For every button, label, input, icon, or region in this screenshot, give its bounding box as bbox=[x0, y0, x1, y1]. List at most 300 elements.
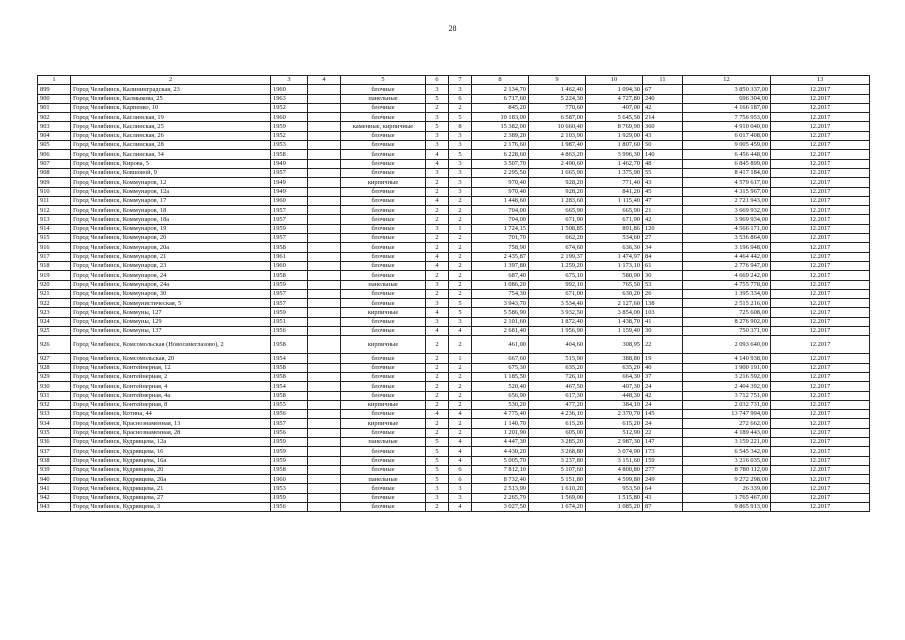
address-cell: Город Челябинск, Коммунаров, 21 bbox=[71, 252, 271, 261]
blank-col-cell bbox=[308, 372, 341, 381]
deadline-cell: 12.2017 bbox=[771, 336, 870, 354]
build-year-cell: 1956 bbox=[271, 327, 308, 336]
build-year-cell: 1953 bbox=[271, 141, 308, 150]
residential-area-cell: 2 127,60 bbox=[586, 299, 643, 308]
build-year-cell: 1957 bbox=[271, 289, 308, 298]
living-area-cell: 5 107,60 bbox=[529, 465, 586, 474]
residents-cell: 103 bbox=[643, 308, 683, 317]
residential-area-cell: 1 515,80 bbox=[586, 493, 643, 502]
row-number-cell: 899 bbox=[38, 85, 71, 94]
living-area-cell: 5 151,80 bbox=[529, 475, 586, 484]
living-area-cell: 671,90 bbox=[529, 215, 586, 224]
cost-cell: 3 216 035,00 bbox=[683, 456, 771, 465]
total-area-cell: 4 775,40 bbox=[472, 410, 529, 419]
entrances-cell: 3 bbox=[449, 178, 472, 187]
row-number-cell: 920 bbox=[38, 280, 71, 289]
header-cell-6: 6 bbox=[426, 76, 449, 85]
wall-material-cell: блочные bbox=[341, 234, 426, 243]
wall-material-cell: блочные bbox=[341, 289, 426, 298]
blank-col-cell bbox=[308, 150, 341, 159]
residents-cell: 173 bbox=[643, 447, 683, 456]
entrances-cell: 2 bbox=[449, 428, 472, 437]
living-area-cell: 6 587,00 bbox=[529, 113, 586, 122]
address-cell: Город Челябинск, Коммунаров, 17 bbox=[71, 196, 271, 205]
entrances-cell: 2 bbox=[449, 391, 472, 400]
row-number-cell: 928 bbox=[38, 363, 71, 372]
cost-cell: 2 404 392,00 bbox=[683, 382, 771, 391]
entrances-cell: 2 bbox=[449, 271, 472, 280]
cost-cell: 3 969 934,00 bbox=[683, 215, 771, 224]
total-area-cell: 1 397,80 bbox=[472, 261, 529, 270]
row-number-cell: 914 bbox=[38, 224, 71, 233]
build-year-cell: 1959 bbox=[271, 122, 308, 131]
address-cell: Город Челябинск, Каслинская, 25 bbox=[71, 122, 271, 131]
floors-cell: 2 bbox=[426, 187, 449, 196]
residents-cell: 249 bbox=[643, 475, 683, 484]
total-area-cell: 687,40 bbox=[472, 271, 529, 280]
row-number-cell: 938 bbox=[38, 456, 71, 465]
table-row bbox=[38, 465, 870, 474]
address-cell: Город Челябинск, Комсомольская, 20 bbox=[71, 354, 271, 363]
wall-material-cell: кирпичные bbox=[341, 336, 426, 354]
residents-cell: 159 bbox=[643, 456, 683, 465]
total-area-cell: 1 185,50 bbox=[472, 372, 529, 381]
deadline-cell: 12.2017 bbox=[771, 103, 870, 112]
living-area-cell: 477,20 bbox=[529, 400, 586, 409]
residential-area-cell: 308,95 bbox=[586, 336, 643, 354]
cost-cell: 4 315 967,00 bbox=[683, 187, 771, 196]
build-year-cell: 1957 bbox=[271, 419, 308, 428]
row-number-cell: 934 bbox=[38, 419, 71, 428]
residential-area-cell: 1 807,60 bbox=[586, 141, 643, 150]
table-row bbox=[38, 308, 870, 317]
cost-cell: 1 765 467,00 bbox=[683, 493, 771, 502]
residential-area-cell: 2 370,70 bbox=[586, 410, 643, 419]
floors-cell: 5 bbox=[426, 122, 449, 131]
wall-material-cell: блочные bbox=[341, 465, 426, 474]
residents-cell: 67 bbox=[643, 85, 683, 94]
living-area-cell: 10 660,40 bbox=[529, 122, 586, 131]
build-year-cell: 1958 bbox=[271, 150, 308, 159]
row-number-cell: 902 bbox=[38, 113, 71, 122]
wall-material-cell: блочные bbox=[341, 224, 426, 233]
entrances-cell: 2 bbox=[449, 382, 472, 391]
row-number-cell: 910 bbox=[38, 187, 71, 196]
blank-col-cell bbox=[308, 224, 341, 233]
total-area-cell: 5 586,90 bbox=[472, 308, 529, 317]
floors-cell: 2 bbox=[426, 206, 449, 215]
header-cell-12: 12 bbox=[683, 76, 771, 85]
address-cell: Город Челябинск, Контейнерная, 4 bbox=[71, 382, 271, 391]
wall-material-cell: кирпичные bbox=[341, 178, 426, 187]
cost-cell: 1 900 191,00 bbox=[683, 363, 771, 372]
residential-area-cell: 534,60 bbox=[586, 234, 643, 243]
build-year-cell: 1960 bbox=[271, 261, 308, 270]
row-number-cell: 904 bbox=[38, 131, 71, 140]
living-area-cell: 675,10 bbox=[529, 271, 586, 280]
wall-material-cell: блочные bbox=[341, 113, 426, 122]
residential-area-cell: 1 173,10 bbox=[586, 261, 643, 270]
residential-area-cell: 4 727,80 bbox=[586, 94, 643, 103]
residents-cell: 277 bbox=[643, 465, 683, 474]
blank-col-cell bbox=[308, 252, 341, 261]
address-cell: Город Челябинск, Коммунаров, 20 bbox=[71, 234, 271, 243]
residential-area-cell: 1 929,00 bbox=[586, 131, 643, 140]
wall-material-cell: панельные bbox=[341, 280, 426, 289]
cost-cell: 2 515 216,00 bbox=[683, 299, 771, 308]
deadline-cell: 12.2017 bbox=[771, 363, 870, 372]
wall-material-cell: блочные bbox=[341, 503, 426, 512]
residents-cell: 43 bbox=[643, 131, 683, 140]
floors-cell: 3 bbox=[426, 299, 449, 308]
residents-cell: 30 bbox=[643, 271, 683, 280]
entrances-cell: 2 bbox=[449, 196, 472, 205]
address-cell: Город Челябинск, Коммунаров, 19 bbox=[71, 224, 271, 233]
table-row bbox=[38, 131, 870, 140]
address-cell: Город Челябинск, Карпенко, 10 bbox=[71, 103, 271, 112]
entrances-cell: 2 bbox=[449, 336, 472, 354]
residents-cell: 27 bbox=[643, 234, 683, 243]
residential-area-cell: 384,10 bbox=[586, 400, 643, 409]
header-row bbox=[38, 76, 870, 85]
table-row bbox=[38, 503, 870, 512]
deadline-cell: 12.2017 bbox=[771, 196, 870, 205]
entrances-cell: 3 bbox=[449, 159, 472, 168]
build-year-cell: 1959 bbox=[271, 447, 308, 456]
table-row bbox=[38, 437, 870, 446]
floors-cell: 2 bbox=[426, 428, 449, 437]
floors-cell: 5 bbox=[426, 447, 449, 456]
entrances-cell: 6 bbox=[449, 475, 472, 484]
cost-cell: 4 910 040,00 bbox=[683, 122, 771, 131]
row-number-cell: 908 bbox=[38, 168, 71, 177]
blank-col-cell bbox=[308, 336, 341, 354]
residential-area-cell: 407,30 bbox=[586, 382, 643, 391]
row-number-cell: 911 bbox=[38, 196, 71, 205]
address-cell: Город Челябинск, Кирова, 5 bbox=[71, 159, 271, 168]
build-year-cell: 1957 bbox=[271, 234, 308, 243]
address-cell: Город Челябинск, Котина, 44 bbox=[71, 410, 271, 419]
residents-cell: 40 bbox=[643, 363, 683, 372]
table-row bbox=[38, 94, 870, 103]
total-area-cell: 1 201,90 bbox=[472, 428, 529, 437]
deadline-cell: 12.2017 bbox=[771, 447, 870, 456]
address-cell: Город Челябинск, Кудрявцева, 3 bbox=[71, 503, 271, 512]
build-year-cell: 1952 bbox=[271, 131, 308, 140]
entrances-cell: 3 bbox=[449, 187, 472, 196]
blank-col-cell bbox=[308, 317, 341, 326]
residents-cell: 24 bbox=[643, 419, 683, 428]
living-area-cell: 515,90 bbox=[529, 354, 586, 363]
entrances-cell: 2 bbox=[449, 289, 472, 298]
table-row bbox=[38, 400, 870, 409]
wall-material-cell: блочные bbox=[341, 447, 426, 456]
row-number-cell: 907 bbox=[38, 159, 71, 168]
blank-col-cell bbox=[308, 465, 341, 474]
address-cell: Город Челябинск, Ковшовой, 9 bbox=[71, 168, 271, 177]
table-row bbox=[38, 484, 870, 493]
build-year-cell: 1960 bbox=[271, 113, 308, 122]
entrances-cell: 3 bbox=[449, 141, 472, 150]
blank-col-cell bbox=[308, 243, 341, 252]
row-number-cell: 900 bbox=[38, 94, 71, 103]
floors-cell: 2 bbox=[426, 354, 449, 363]
residents-cell: 22 bbox=[643, 428, 683, 437]
cost-cell: 4 464 442,00 bbox=[683, 252, 771, 261]
floors-cell: 2 bbox=[426, 243, 449, 252]
wall-material-cell: каменные, кирпичные bbox=[341, 122, 426, 131]
cost-cell: 7 756 953,00 bbox=[683, 113, 771, 122]
row-number-cell: 942 bbox=[38, 493, 71, 502]
row-number-cell: 903 bbox=[38, 122, 71, 131]
wall-material-cell: панельные bbox=[341, 437, 426, 446]
deadline-cell: 12.2017 bbox=[771, 493, 870, 502]
entrances-cell: 1 bbox=[449, 354, 472, 363]
entrances-cell: 2 bbox=[449, 372, 472, 381]
total-area-cell: 754,30 bbox=[472, 289, 529, 298]
deadline-cell: 12.2017 bbox=[771, 168, 870, 177]
table-row bbox=[38, 122, 870, 131]
build-year-cell: 1960 bbox=[271, 196, 308, 205]
total-area-cell: 701,70 bbox=[472, 234, 529, 243]
deadline-cell: 12.2017 bbox=[771, 131, 870, 140]
cost-cell: 9 272 298,00 bbox=[683, 475, 771, 484]
address-cell: Город Челябинск, Каслинская, 19 bbox=[71, 113, 271, 122]
residents-cell: 45 bbox=[643, 187, 683, 196]
blank-col-cell bbox=[308, 94, 341, 103]
cost-cell: 26 339,00 bbox=[683, 484, 771, 493]
header-cell-1: 1 bbox=[38, 76, 71, 85]
cost-cell: 9 865 913,00 bbox=[683, 503, 771, 512]
residential-area-cell: 1 474,97 bbox=[586, 252, 643, 261]
table-body bbox=[38, 85, 870, 512]
residents-cell: 21 bbox=[643, 206, 683, 215]
table-row bbox=[38, 354, 870, 363]
living-area-cell: 770,60 bbox=[529, 103, 586, 112]
build-year-cell: 1959 bbox=[271, 280, 308, 289]
floors-cell: 5 bbox=[426, 475, 449, 484]
cost-cell: 3 669 932,00 bbox=[683, 206, 771, 215]
total-area-cell: 845,20 bbox=[472, 103, 529, 112]
deadline-cell: 12.2017 bbox=[771, 252, 870, 261]
living-area-cell: 635,20 bbox=[529, 363, 586, 372]
cost-cell: 3 850 337,00 bbox=[683, 85, 771, 94]
entrances-cell: 2 bbox=[449, 206, 472, 215]
total-area-cell: 7 812,10 bbox=[472, 465, 529, 474]
floors-cell: 4 bbox=[426, 410, 449, 419]
deadline-cell: 12.2017 bbox=[771, 85, 870, 94]
floors-cell: 4 bbox=[426, 159, 449, 168]
row-number-cell: 931 bbox=[38, 391, 71, 400]
build-year-cell: 1957 bbox=[271, 206, 308, 215]
entrances-cell: 3 bbox=[449, 484, 472, 493]
floors-cell: 3 bbox=[426, 85, 449, 94]
floors-cell: 3 bbox=[426, 141, 449, 150]
blank-col-cell bbox=[308, 85, 341, 94]
cost-cell: 4 189 443,00 bbox=[683, 428, 771, 437]
row-number-cell: 909 bbox=[38, 178, 71, 187]
living-area-cell: 1 462,40 bbox=[529, 85, 586, 94]
entrances-cell: 4 bbox=[449, 437, 472, 446]
row-number-cell: 901 bbox=[38, 103, 71, 112]
total-area-cell: 1 448,60 bbox=[472, 196, 529, 205]
blank-col-cell bbox=[308, 113, 341, 122]
floors-cell: 3 bbox=[426, 224, 449, 233]
housing-register-table bbox=[37, 75, 870, 512]
table-row bbox=[38, 456, 870, 465]
address-cell: Город Челябинск, Коммунаров, 18 bbox=[71, 206, 271, 215]
build-year-cell: 1959 bbox=[271, 493, 308, 502]
deadline-cell: 12.2017 bbox=[771, 206, 870, 215]
floors-cell: 2 bbox=[426, 419, 449, 428]
entrances-cell: 2 bbox=[449, 363, 472, 372]
total-area-cell: 2 134,70 bbox=[472, 85, 529, 94]
wall-material-cell: блочные bbox=[341, 243, 426, 252]
deadline-cell: 12.2017 bbox=[771, 456, 870, 465]
deadline-cell: 12.2017 bbox=[771, 215, 870, 224]
row-number-cell: 935 bbox=[38, 428, 71, 437]
total-area-cell: 3 943,70 bbox=[472, 299, 529, 308]
residents-cell: 145 bbox=[643, 410, 683, 419]
total-area-cell: 1 724,15 bbox=[472, 224, 529, 233]
wall-material-cell: кирпичные bbox=[341, 419, 426, 428]
address-cell: Город Челябинск, Контейнерная, 12 bbox=[71, 363, 271, 372]
cost-cell: 3 712 751,00 bbox=[683, 391, 771, 400]
blank-col-cell bbox=[308, 308, 341, 317]
wall-material-cell: блочные bbox=[341, 327, 426, 336]
wall-material-cell: блочные bbox=[341, 187, 426, 196]
address-cell: Город Челябинск, Каслинская, 28 bbox=[71, 141, 271, 150]
address-cell: Город Челябинск, Коммуны, 129 bbox=[71, 317, 271, 326]
cost-cell: 4 755 778,00 bbox=[683, 280, 771, 289]
entrances-cell: 4 bbox=[449, 447, 472, 456]
address-cell: Город Челябинск, Кудрявцева, 27 bbox=[71, 493, 271, 502]
wall-material-cell: блочные bbox=[341, 484, 426, 493]
wall-material-cell: блочные bbox=[341, 428, 426, 437]
row-number-cell: 933 bbox=[38, 410, 71, 419]
living-area-cell: 665,90 bbox=[529, 206, 586, 215]
residents-cell: 37 bbox=[643, 372, 683, 381]
entrances-cell: 1 bbox=[449, 224, 472, 233]
residents-cell: 147 bbox=[643, 437, 683, 446]
wall-material-cell: блочные bbox=[341, 410, 426, 419]
row-number-cell: 912 bbox=[38, 206, 71, 215]
residents-cell: 41 bbox=[643, 317, 683, 326]
wall-material-cell: блочные bbox=[341, 299, 426, 308]
residents-cell: 48 bbox=[643, 159, 683, 168]
blank-col-cell bbox=[308, 456, 341, 465]
deadline-cell: 12.2017 bbox=[771, 122, 870, 131]
entrances-cell: 3 bbox=[449, 317, 472, 326]
living-area-cell: 1 987,40 bbox=[529, 141, 586, 150]
table-row bbox=[38, 271, 870, 280]
header-cell-10: 10 bbox=[586, 76, 643, 85]
wall-material-cell: блочные bbox=[341, 103, 426, 112]
deadline-cell: 12.2017 bbox=[771, 141, 870, 150]
floors-cell: 3 bbox=[426, 280, 449, 289]
table-row bbox=[38, 159, 870, 168]
deadline-cell: 12.2017 bbox=[771, 372, 870, 381]
floors-cell: 3 bbox=[426, 484, 449, 493]
residents-cell: 43 bbox=[643, 178, 683, 187]
total-area-cell: 758,90 bbox=[472, 243, 529, 252]
total-area-cell: 970,40 bbox=[472, 187, 529, 196]
floors-cell: 3 bbox=[426, 168, 449, 177]
row-number-cell: 941 bbox=[38, 484, 71, 493]
wall-material-cell: блочные bbox=[341, 196, 426, 205]
row-number-cell: 906 bbox=[38, 150, 71, 159]
residential-area-cell: 665,90 bbox=[586, 206, 643, 215]
residents-cell: 120 bbox=[643, 224, 683, 233]
address-cell: Город Челябинск, Кудрявцева, 20 bbox=[71, 465, 271, 474]
deadline-cell: 12.2017 bbox=[771, 308, 870, 317]
total-area-cell: 667,60 bbox=[472, 354, 529, 363]
cost-cell: 6 017 408,00 bbox=[683, 131, 771, 140]
table-row bbox=[38, 215, 870, 224]
total-area-cell: 3 027,50 bbox=[472, 503, 529, 512]
table-row bbox=[38, 419, 870, 428]
table-row bbox=[38, 196, 870, 205]
floors-cell: 2 bbox=[426, 391, 449, 400]
blank-col-cell bbox=[308, 428, 341, 437]
address-cell: Город Челябинск, Калининградская, 23 bbox=[71, 85, 271, 94]
table-row bbox=[38, 391, 870, 400]
wall-material-cell: блочные bbox=[341, 493, 426, 502]
wall-material-cell: панельные bbox=[341, 94, 426, 103]
entrances-cell: 4 bbox=[449, 503, 472, 512]
wall-material-cell: блочные bbox=[341, 141, 426, 150]
floors-cell: 3 bbox=[426, 131, 449, 140]
blank-col-cell bbox=[308, 503, 341, 512]
residents-cell: 19 bbox=[643, 354, 683, 363]
total-area-cell: 4 447,30 bbox=[472, 437, 529, 446]
table-row bbox=[38, 85, 870, 94]
build-year-cell: 1958 bbox=[271, 363, 308, 372]
wall-material-cell: блочные bbox=[341, 354, 426, 363]
residents-cell: 24 bbox=[643, 400, 683, 409]
row-number-cell: 924 bbox=[38, 317, 71, 326]
living-area-cell: 615,20 bbox=[529, 419, 586, 428]
deadline-cell: 12.2017 bbox=[771, 178, 870, 187]
blank-col-cell bbox=[308, 159, 341, 168]
page-number: 28 bbox=[448, 24, 457, 33]
deadline-cell: 12.2017 bbox=[771, 271, 870, 280]
total-area-cell: 10 183,00 bbox=[472, 113, 529, 122]
wall-material-cell: блочные bbox=[341, 382, 426, 391]
entrances-cell: 2 bbox=[449, 261, 472, 270]
deadline-cell: 12.2017 bbox=[771, 224, 870, 233]
table-row bbox=[38, 234, 870, 243]
address-cell: Город Челябинск, Кудрявцева, 20а bbox=[71, 475, 271, 484]
blank-col-cell bbox=[308, 206, 341, 215]
cost-cell: 272 662,00 bbox=[683, 419, 771, 428]
living-area-cell: 2 199,37 bbox=[529, 252, 586, 261]
build-year-cell: 1952 bbox=[271, 103, 308, 112]
address-cell: Город Челябинск, Коммунаров, 24 bbox=[71, 271, 271, 280]
row-number-cell: 929 bbox=[38, 372, 71, 381]
build-year-cell: 1956 bbox=[271, 410, 308, 419]
living-area-cell: 5 224,30 bbox=[529, 94, 586, 103]
cost-cell: 3 196 948,00 bbox=[683, 243, 771, 252]
cost-cell: 4 166 187,00 bbox=[683, 103, 771, 112]
residential-area-cell: 8 769,90 bbox=[586, 122, 643, 131]
cost-cell: 696 304,00 bbox=[683, 94, 771, 103]
entrances-cell: 3 bbox=[449, 168, 472, 177]
blank-col-cell bbox=[308, 131, 341, 140]
deadline-cell: 12.2017 bbox=[771, 437, 870, 446]
build-year-cell: 1956 bbox=[271, 428, 308, 437]
build-year-cell: 1956 bbox=[271, 503, 308, 512]
